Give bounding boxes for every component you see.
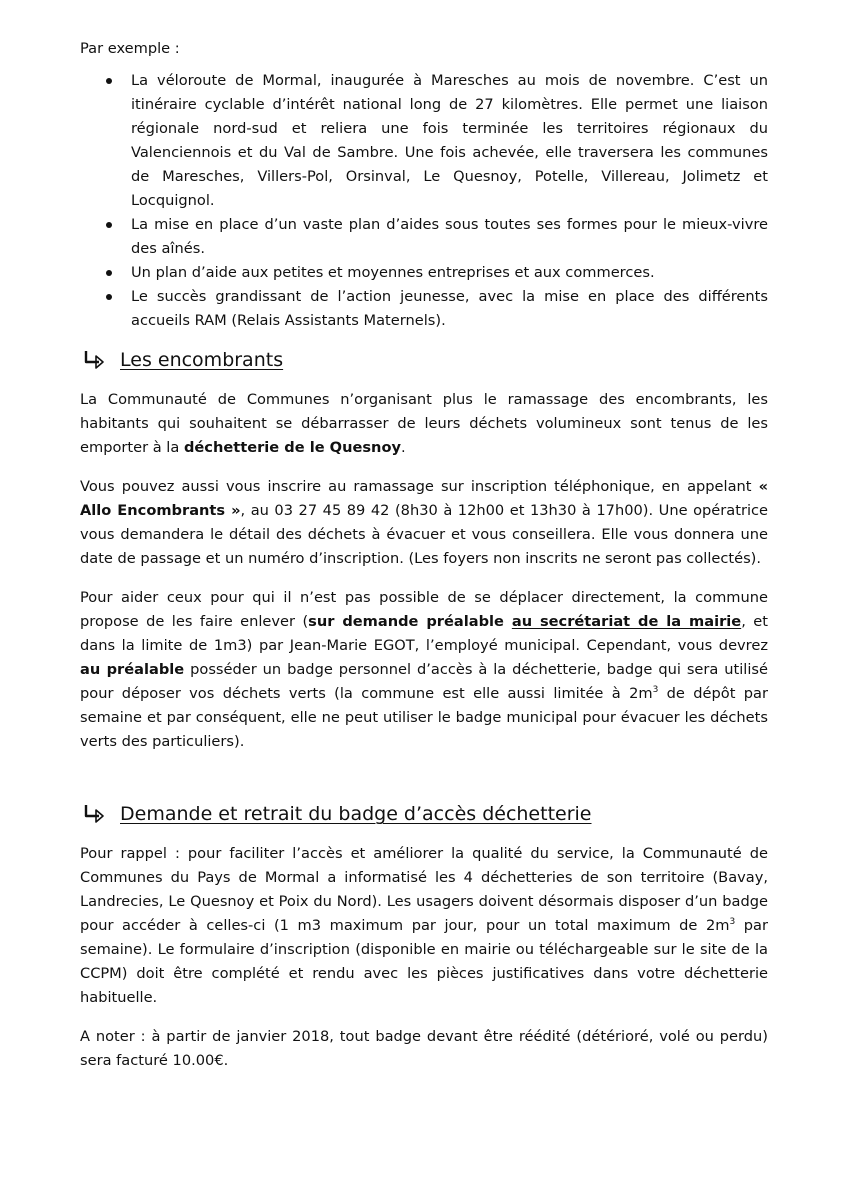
bold-text: « Allo Encombrants »	[80, 478, 768, 519]
text-run: , et dans la limite de 1m3) par Jean-Marie EGOT, l’employé municipal. Cependant, vous devrez	[80, 613, 768, 654]
bold-text: sur demande préalable	[308, 613, 512, 630]
list-item	[80, 213, 768, 261]
bullet-dot-icon	[106, 222, 112, 228]
text-run: Vous pouvez aussi vous inscrire au ramassage sur inscription téléphonique, en appelant	[80, 478, 759, 495]
list-item-text: Le succès grandissant de l’action jeunesse, avec la mise en place des différents accueils RAM (Relais Assistants Maternels).	[131, 288, 768, 329]
document-page	[80, 37, 768, 1073]
list-item-text: Un plan d’aide aux petites et moyennes entreprises et aux commerces.	[131, 264, 655, 281]
superscript: 3	[652, 685, 659, 695]
bullet-dot-icon	[106, 294, 112, 300]
bullet-dot-icon	[106, 78, 112, 84]
list-item	[80, 285, 768, 333]
section-title: Les encombrants	[120, 349, 284, 371]
hooked-arrow-icon	[82, 803, 108, 825]
list-item	[80, 69, 768, 213]
text-run: .	[400, 439, 406, 456]
intro-text: Par exemple :	[80, 40, 180, 57]
bullet-dot-icon	[106, 270, 112, 276]
text-run: La Communauté de Communes n’organisant plus le ramassage des encombrants, les habitants qui souhaitent se débarrasser de leurs déchets volumineux sont tenus de les emporter à la	[80, 391, 768, 456]
section-heading-encombrants	[80, 346, 768, 374]
paragraph-allo-encombrants	[80, 475, 768, 571]
paragraph-encombrants-intro	[80, 388, 768, 460]
underlined-bold-text: au secrétariat de la mairie	[511, 613, 742, 630]
text-run: , au 03 27 45 89 42 (8h30 à 12h00 et 13h30 à 17h00). Une opératrice vous demandera le détail des déchets à évacuer et vous conseillera. Elle vous donnera une date de passage et un numéro d’inscription. (Les foyers non inscrits ne seront pas collectés).	[80, 502, 769, 567]
list-item	[80, 261, 768, 285]
bold-text: au préalable	[80, 661, 185, 678]
text-run: posséder un badge personnel d’accès à la déchetterie, badge qui sera utilisé pour déposer vos déchets verts (la commune est elle aussi limitée à 2m	[80, 661, 768, 702]
bullet-list	[80, 69, 768, 333]
hooked-arrow-icon	[82, 349, 108, 371]
text-run: de dépôt par semaine et par conséquent, elle ne peut utiliser le badge municipal pour évacuer les déchets verts des particuliers).	[80, 685, 768, 750]
list-item-text: La mise en place d’un vaste plan d’aides sous toutes ses formes pour le mieux-vivre des aînés.	[131, 216, 768, 257]
section-heading-badge	[80, 800, 768, 828]
text-run: par semaine). Le formulaire d’inscription (disponible en mairie ou téléchargeable sur le site de la CCPM) doit être complété et rendu avec les pièces justificatives dans votre déchetterie habituelle.	[80, 917, 768, 1006]
paragraph-enlevement-commune	[80, 586, 768, 754]
paragraph-badge-rappel	[80, 842, 768, 1010]
paragraph-badge-note: A noter : à partir de janvier 2018, tout badge devant être réédité (détérioré, volé ou perdu) sera facturé 10.00€.	[80, 1028, 768, 1069]
text-run: Pour aider ceux pour qui il n’est pas possible de se déplacer directement, la commune propose de les faire enlever (	[80, 589, 768, 630]
superscript: 3	[729, 917, 736, 927]
list-item-text: La véloroute de Mormal, inaugurée à Maresches au mois de novembre. C’est un itinéraire cyclable d’intérêt national long de 27 kilomètres. Elle permet une liaison régionale nord-sud et reliera une fois terminée les territoires régionaux du Valenciennois et du Val de Sambre. Une fois achevée, elle traversera les communes de Maresches, Villers-Pol, Orsinval, Le Quesnoy, Potelle, Villereau, Jolimetz et Locquignol.	[131, 72, 768, 209]
section-title: Demande et retrait du badge d’accès déchetterie	[120, 803, 592, 825]
text-run: Pour rappel : pour faciliter l’accès et améliorer la qualité du service, la Communauté de Communes du Pays de Mormal a informatisé les 4 déchetteries de son territoire (Bavay, Landrecies, Le Quesnoy et Poix du Nord). Les usagers doivent désormais disposer d’un badge pour accéder à celles-ci (1 m3 maximum par jour, pour un total maximum de 2m	[80, 845, 768, 934]
bold-text: déchetterie de le Quesnoy	[183, 439, 401, 456]
